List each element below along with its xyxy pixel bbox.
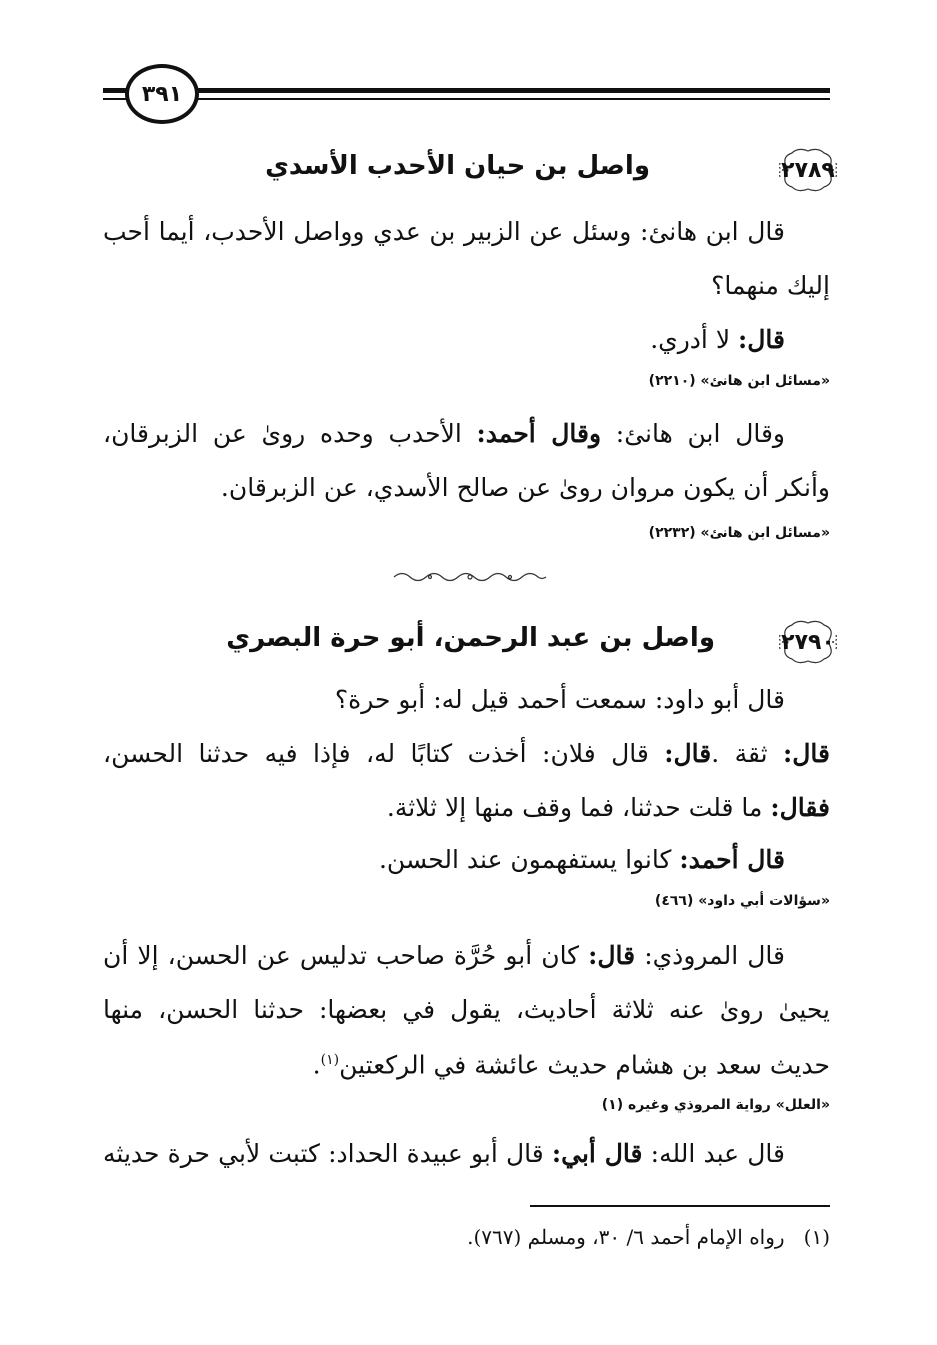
source-citation: «العلل» رواية المروذي وغيره (١) — [601, 1097, 830, 1113]
speaker-label: قال: — [783, 739, 830, 768]
paragraph-line: قال: ثقة .قال: قال فلان: أخذت كتابًا له، فإذا فيه حدثنا الحسن، — [103, 739, 830, 768]
entry-number: ٢٧٨٩ — [776, 145, 840, 195]
speaker-label: قال أبي: — [551, 1139, 643, 1168]
entry-number: ٢٧٩٠ — [776, 617, 840, 667]
paragraph-line: فقال: ما قلت حدثنا، فما وقف منها إلا ثلاثة. — [386, 793, 830, 822]
header-rule-thin — [103, 98, 830, 100]
source-citation: «سؤالات أبي داود» (٤٦٦) — [654, 893, 830, 909]
speaker-label: قال: — [738, 325, 785, 354]
paragraph-line: وقال ابن هانئ: وقال أحمد: الأحدب وحده روىٰ عن الزبرقان، — [103, 419, 785, 448]
speaker-label: قال: — [664, 739, 712, 768]
entry-title: واصل بن عبد الرحمن، أبو حرة البصري — [226, 623, 715, 653]
paragraph-line: قال المروذي: قال: كان أبو حُرَّة صاحب تدليس عن الحسن، إلا أن — [103, 941, 785, 970]
paragraph-line: قال أبو داود: سمعت أحمد قيل له: أبو حرة؟ — [334, 685, 785, 714]
paragraph-line: قال ابن هانئ: وسئل عن الزبير بن عدي وواصل الأحدب، أيما أحب — [103, 217, 785, 246]
source-citation: «مسائل ابن هانئ» (٢٢٣٢) — [648, 525, 830, 541]
footnote-marker: (١) — [803, 1225, 830, 1249]
paragraph-line: حديث سعد بن هشام حديث عائشة في الركعتين$^{(١)}$. — [312, 1050, 830, 1080]
entry-header-2790 — [103, 617, 840, 667]
paragraph-line: وأنكر أن يكون مروان روىٰ عن صالح الأسدي، عن الزبرقان. — [220, 473, 830, 502]
footnote-text: رواه الإمام أحمد ٦/ ٣٠، ومسلم (٧٦٧). — [467, 1225, 785, 1249]
paragraph-line: إليك منهما؟ — [711, 271, 830, 300]
paragraph-line: قال عبد الله: قال أبي: قال أبو عبيدة الحداد: كتبت لأبي حرة حديثه — [103, 1139, 786, 1168]
paragraph-line: قال: لا أدري. — [650, 325, 785, 354]
speaker-label: فقال: — [770, 793, 830, 822]
footnote — [103, 1222, 830, 1252]
page-number: ٣٩١ — [125, 64, 199, 124]
footnote-rule — [530, 1205, 830, 1207]
source-citation: «مسائل ابن هانئ» (٢٢١٠) — [648, 373, 830, 389]
paragraph-line: يحيىٰ روىٰ عنه ثلاثة أحاديث، يقول في بعضها: حدثنا الحسن، منها — [103, 995, 830, 1024]
speaker-label: وقال أحمد: — [476, 419, 602, 448]
section-divider-icon — [390, 570, 550, 584]
header-rule — [103, 88, 830, 93]
speaker-label: قال أحمد: — [679, 845, 785, 874]
footnote-reference[interactable]: (١) — [320, 1052, 340, 1068]
entry-title: واصل بن حيان الأحدب الأسدي — [265, 151, 650, 181]
paragraph-line: قال أحمد: كانوا يستفهمون عند الحسن. — [378, 845, 785, 874]
entry-header-2789 — [103, 145, 840, 195]
speaker-label: قال: — [588, 941, 636, 970]
